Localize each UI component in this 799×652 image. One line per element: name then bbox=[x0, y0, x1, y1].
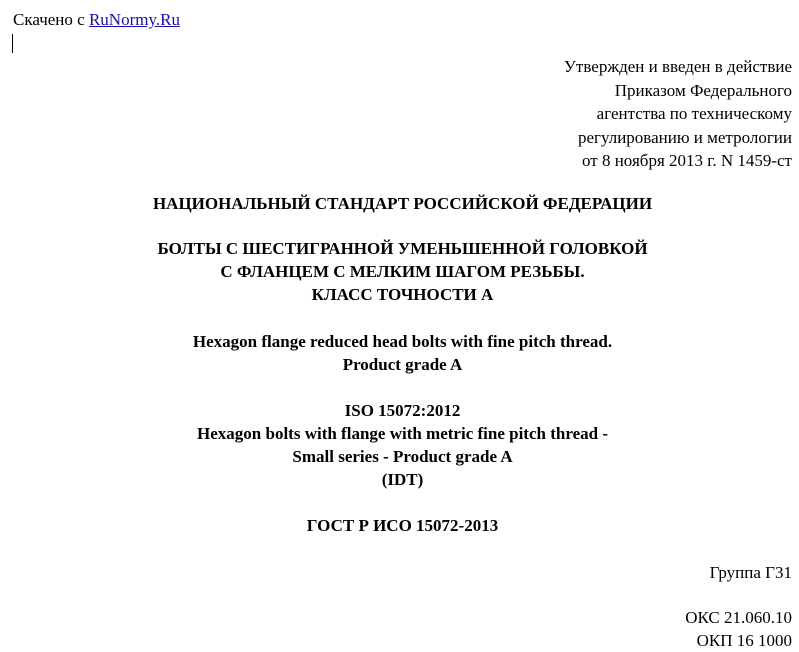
gost-code: ГОСТ Р ИСО 15072-2013 bbox=[306, 516, 499, 535]
national-standard-title: НАЦИОНАЛЬНЫЙ СТАНДАРТ РОССИЙСКОЙ ФЕДЕРАЦИИ bbox=[152, 194, 653, 213]
iso-equivalence: (IDT) bbox=[381, 470, 424, 489]
approval-line: Приказом Федерального bbox=[614, 80, 792, 100]
approval-line: агентства по техническому bbox=[596, 104, 792, 123]
source-line bbox=[13, 9, 180, 31]
russian-title-line: БОЛТЫ С ШЕСТИГРАННОЙ УМЕНЬШЕННОЙ ГОЛОВКОЙ bbox=[157, 239, 648, 258]
approval-line: регулированию и метрологии bbox=[577, 127, 792, 147]
iso-number: ISO 15072:2012 bbox=[344, 401, 461, 420]
okp-code: ОКП 16 1000 bbox=[696, 631, 792, 650]
source-prefix: Скачено с bbox=[13, 10, 89, 29]
approval-line: от 8 ноября 2013 г. N 1459-ст bbox=[582, 151, 792, 170]
approval-line: Утвержден и введен в действие bbox=[563, 57, 792, 76]
source-link[interactable]: RuNormy.Ru bbox=[88, 10, 180, 29]
russian-title bbox=[0, 237, 799, 306]
text-cursor bbox=[12, 34, 13, 53]
iso-reference bbox=[0, 399, 799, 491]
russian-title-line: КЛАСС ТОЧНОСТИ А bbox=[311, 285, 494, 304]
oks-code: ОКС 21.060.10 bbox=[685, 608, 792, 627]
group-code: Группа Г31 bbox=[709, 563, 792, 582]
approval-block bbox=[564, 55, 792, 173]
iso-title-line: Hexagon bolts with flange with metric fine pitch thread - bbox=[197, 424, 608, 443]
russian-title-line: С ФЛАНЦЕМ С МЕЛКИМ ШАГОМ РЕЗЬБЫ. bbox=[220, 262, 585, 281]
english-title-line: Hexagon flange reduced head bolts with fine pitch thread. bbox=[192, 332, 613, 351]
classification-codes bbox=[685, 606, 792, 652]
english-title-line: Product grade A bbox=[342, 355, 463, 374]
english-title bbox=[0, 330, 799, 376]
iso-title-line: Small series - Product grade A bbox=[292, 447, 513, 466]
